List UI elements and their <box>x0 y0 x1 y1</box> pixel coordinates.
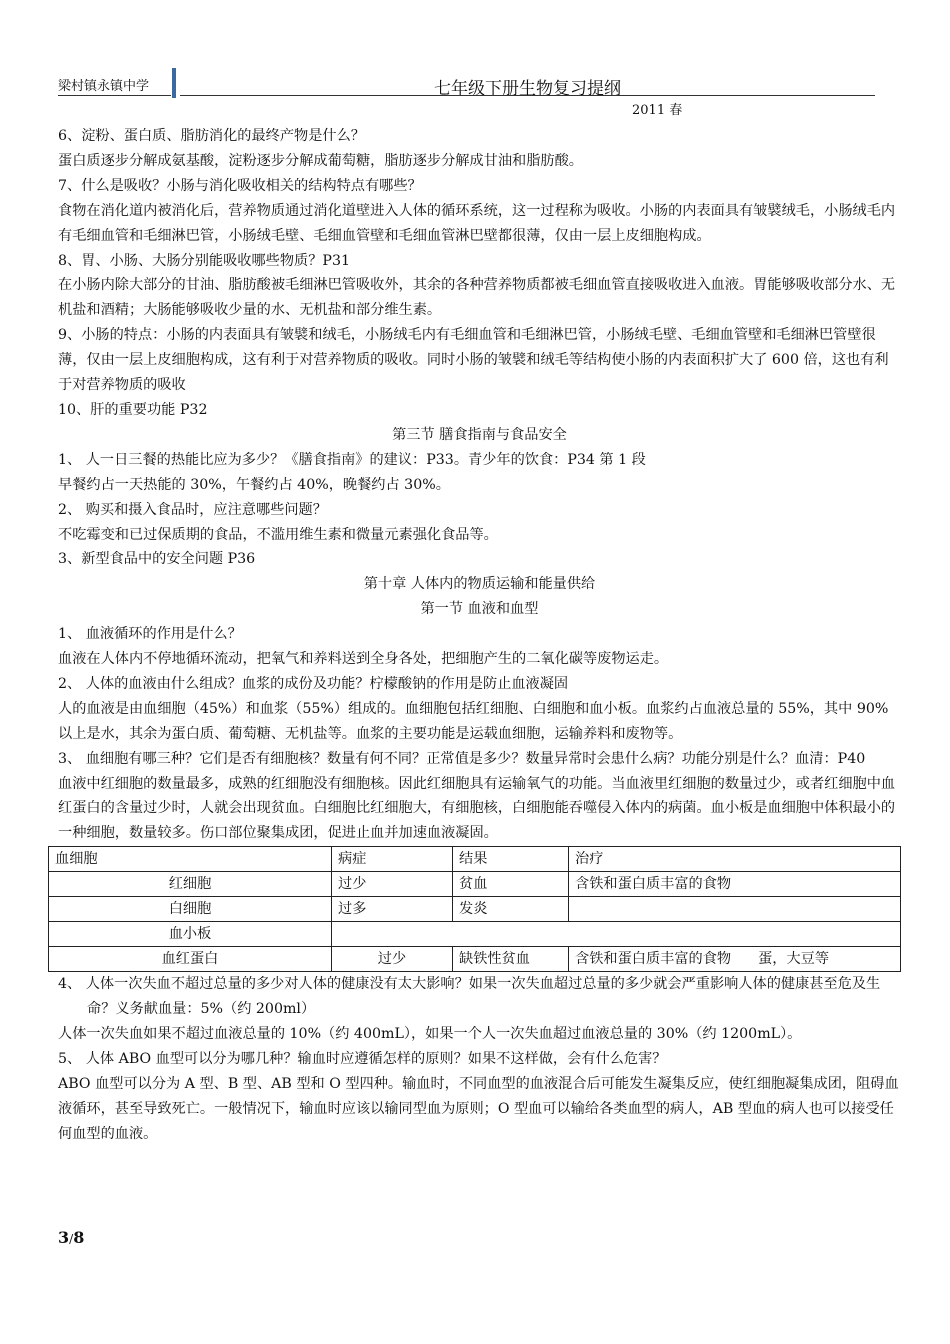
table-row <box>49 922 901 947</box>
question-c10-2: 2、 人体的血液由什么组成？血浆的成份及功能？柠檬酸钠的作用是防止血液凝固 <box>58 675 569 692</box>
question-c10-1: 1、 血液循环的作用是什么？ <box>58 626 242 643</box>
header-term: 2011 春 <box>632 103 683 118</box>
document-body <box>55 124 901 1147</box>
chapter-heading: 第十章 人体内的物质运输和能量供给 <box>363 576 596 593</box>
answer-s3-2: 不吃霉变和已过保质期的食品，不滥用维生素和微量元素强化食品等。 <box>58 526 498 543</box>
header-accent-bar <box>172 68 176 98</box>
question-c10-5: 5、 人体 ABO 血型可以分为哪几种？输血时应遵循怎样的原则？如果不这样做，会有什么危害？ <box>58 1051 667 1067</box>
answer-7: 食物在消化道内被消化后，营养物质通过消化道壁进入人体的循环系统，这一过程称为吸收。小肠的内表面具有皱襞绒毛，小肠绒毛内有毛细血管和毛细淋巴管，小肠绒毛壁、毛细血管壁和毛细血管淋巴壁都很薄，仅由一层上皮细胞构成。 <box>58 202 896 244</box>
question-s3-1: 1、 人一日三餐的热能比应为多少？《膳食指南》的建议：P33。青少年的饮食：P34 第 1 段 <box>58 451 646 468</box>
page-number <box>58 1228 84 1247</box>
answer-6: 蛋白质逐步分解成氨基酸，淀粉逐步分解成葡萄糖，脂肪逐步分解成甘油和脂肪酸。 <box>58 152 583 169</box>
table-cell: 含铁和蛋白质丰富的食物 <box>569 872 901 897</box>
question-c10-3: 3、 血细胞有哪三种？它们是否有细胞核？数量有何不同？正常值是多少？数量异常时会患什么病？功能分别是什么？血清：P40 <box>58 750 866 767</box>
table-header-cell: 血细胞 <box>49 847 332 872</box>
table-row <box>49 872 901 897</box>
table-cell: 过少 <box>332 947 453 972</box>
header-rule-left <box>58 95 171 96</box>
table-header-cell: 结果 <box>453 847 569 872</box>
page-separator: / <box>69 1232 74 1246</box>
table-header-row <box>49 847 901 872</box>
table-cell: 血红蛋白 <box>49 947 332 972</box>
section-heading: 第一节 血液和血型 <box>420 601 539 618</box>
table-cell: 缺铁性贫血 <box>453 947 569 972</box>
header-rule-right <box>180 95 875 96</box>
table-cell: 贫血 <box>453 872 569 897</box>
table-row <box>49 897 901 922</box>
blood-cell-table <box>48 846 901 972</box>
question-s3-3: 3、新型食品中的安全问题 P36 <box>58 551 256 568</box>
answer-c10-2: 人的血液是由血细胞（45%）和血浆（55%）组成的。血细胞包括红细胞、白细胞和血小板。血浆约占血液总量的 55%，其中 90%以上是水，其余为蛋白质、葡萄糖、无机盐等。血浆的主要功能是运载血细胞，运输养料和废物等。 <box>58 700 889 742</box>
table-cell: 过多 <box>332 897 453 922</box>
table-cell <box>569 897 901 922</box>
page-current: 3 <box>58 1228 70 1247</box>
answer-s3-1: 早餐约占一天热能的 30%，午餐约占 40%，晚餐约占 30%。 <box>58 476 450 493</box>
answer-c10-3: 血液中红细胞的数量最多，成熟的红细胞没有细胞核。因此红细胞具有运输氧气的功能。当血液里红细胞的数量过少，或者红细胞中血红蛋白的含量过少时，人就会出现贫血。白细胞比红细胞大，有细胞核，白细胞能吞噬侵入体内的病菌。血小板是血细胞中体积最小的一种细胞，数量较多。伤口部位聚集成团，促进止血并加速血液凝固。 <box>58 775 896 842</box>
question-6: 6、淀粉、蛋白质、脂肪消化的最终产物是什么？ <box>58 128 365 144</box>
answer-c10-4: 人体一次失血如果不超过血液总量的 10%（约 400mL），如果一个人一次失血超过血液总量的 30%（约 1200mL）。 <box>58 1026 802 1043</box>
section-heading: 第三节 膳食指南与食品安全 <box>392 426 567 443</box>
table-row <box>49 947 901 972</box>
table-cell: 含铁和蛋白质丰富的食物 蛋，大豆等 <box>569 947 901 972</box>
page-total: 8 <box>73 1228 85 1247</box>
table-cell: 过少 <box>332 872 453 897</box>
header-title: 七年级下册生物复习提纲 <box>434 79 621 99</box>
question-s3-2: 2、 购买和摄入食品时，应注意哪些问题？ <box>58 501 327 518</box>
table-cell: 发炎 <box>453 897 569 922</box>
question-c10-4: 4、 人体一次失血不超过总量的多少对人体的健康没有太大影响？如果一次失血超过总量的多少就会严重影响人体的健康甚至危及生命？义务献血量：5%（约 200ml） <box>58 976 881 1018</box>
table-header-cell: 病症 <box>332 847 453 872</box>
table-cell: 红细胞 <box>49 872 332 897</box>
question-7: 7、什么是吸收？小肠与消化吸收相关的结构特点有哪些？ <box>58 177 422 194</box>
answer-8: 在小肠内除大部分的甘油、脂肪酸被毛细淋巴管吸收外，其余的各种营养物质都被毛细血管直接吸收进入血液。胃能够吸收部分水、无机盐和酒精；大肠能够吸收少量的水、无机盐和部分维生素。 <box>58 277 896 319</box>
table-cell <box>332 922 901 947</box>
answer-c10-1: 血液在人体内不停地循环流动，把氧气和养料送到全身各处，把细胞产生的二氧化碳等废物运走。 <box>58 651 669 668</box>
table-cell: 白细胞 <box>49 897 332 922</box>
point-9: 9、小肠的特点：小肠的内表面具有皱襞和绒毛，小肠绒毛内有毛细血管和毛细淋巴管，小肠绒毛壁、毛细血管壁和毛细淋巴管壁很薄，仅由一层上皮细胞构成，这有利于对营养物质的吸收。同时小肠的皱襞和绒毛等结构使小肠的内表面积扩大了 600 倍，这也有利于对营养物质的吸收 <box>58 327 889 394</box>
table-cell: 血小板 <box>49 922 332 947</box>
answer-c10-5: ABO 血型可以分为 A 型、B 型、AB 型和 O 型四种。输血时，不同血型的血液混合后可能发生凝集反应，使红细胞凝集成团，阻碍血液循环，甚至导致死亡。一般情况下，输血时应该以输同型血为原则；O 型血可以输给各类血型的病人，AB 型血的病人也可以接受任何血型的血液。 <box>58 1075 899 1142</box>
question-8: 8、胃、小肠、大肠分别能吸收哪些物质？P31 <box>58 252 351 269</box>
header-school-name: 梁村镇永镇中学 <box>58 79 150 94</box>
table-header-cell: 治疗 <box>569 847 901 872</box>
question-10: 10、肝的重要功能 P32 <box>58 401 208 418</box>
